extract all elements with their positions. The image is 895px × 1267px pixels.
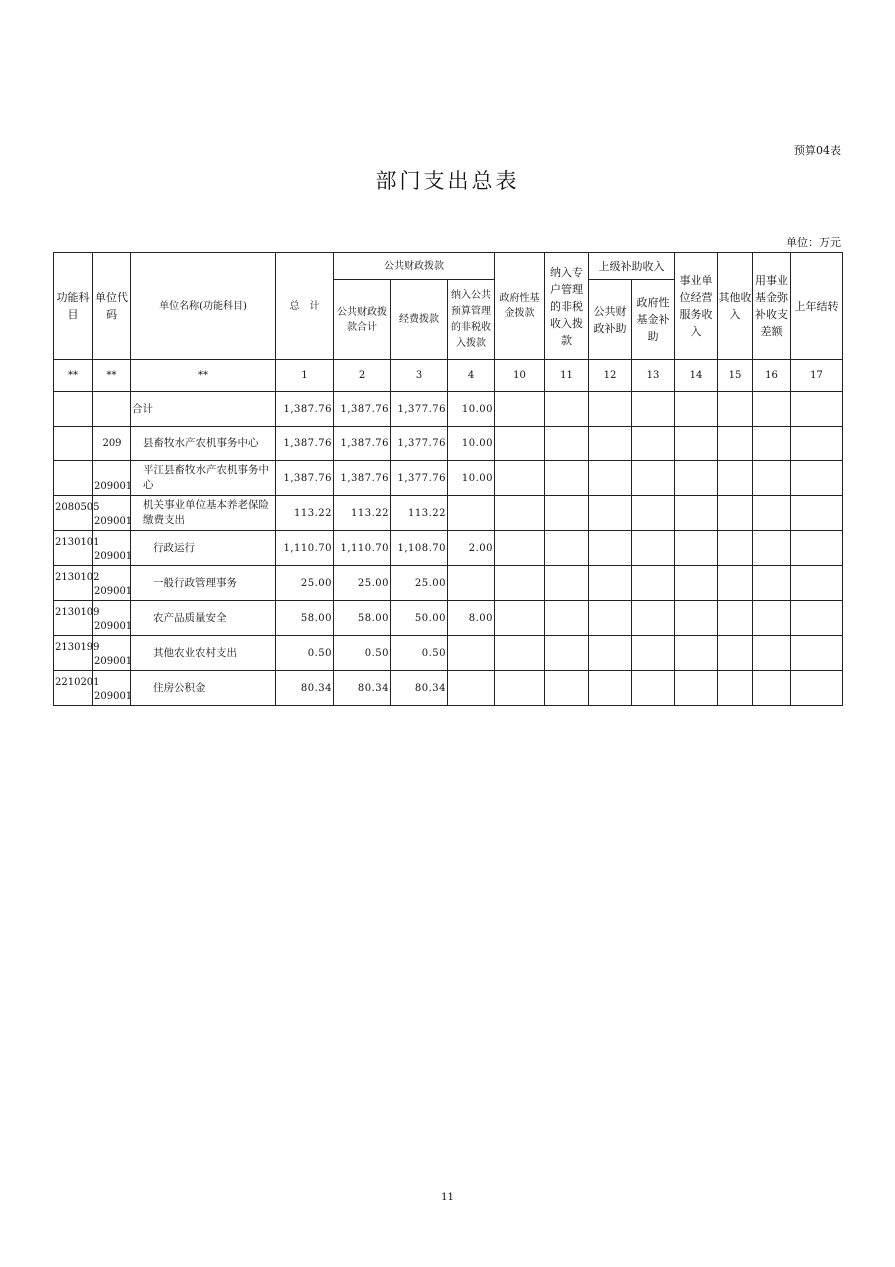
empty-cell	[545, 601, 589, 636]
expenditure-table	[53, 252, 843, 706]
index-cell: **	[54, 360, 93, 392]
func-code: 2080505	[55, 501, 100, 513]
unit-name: 其他农业农村支出	[131, 636, 276, 671]
func-code: 2130109	[55, 606, 100, 618]
total-value: 80.34	[276, 671, 334, 706]
func-code-cell	[54, 392, 93, 427]
empty-cell	[589, 392, 632, 427]
empty-cell	[632, 531, 675, 566]
empty-cell	[791, 671, 843, 706]
unit-name: 平江县畜牧水产农机事务中心	[131, 461, 276, 496]
unit-name: 一般行政管理事务	[131, 566, 276, 601]
empty-cell	[753, 601, 791, 636]
empty-cell	[675, 566, 718, 601]
total-value: 1,387.76	[276, 461, 334, 496]
unit-code: 209001	[93, 531, 131, 566]
header-business-income: 事业单位经营服务收入	[675, 253, 718, 360]
unit-name: 合计	[131, 392, 276, 427]
unit-code	[93, 392, 131, 427]
funding-value: 1,377.76	[391, 392, 448, 427]
header-funding: 经费拨款	[391, 280, 448, 360]
index-cell: 16	[753, 360, 791, 392]
empty-cell	[632, 566, 675, 601]
empty-cell	[791, 531, 843, 566]
empty-cell	[495, 531, 545, 566]
index-cell: 2	[334, 360, 391, 392]
empty-cell	[675, 601, 718, 636]
empty-cell	[495, 566, 545, 601]
table-row	[54, 392, 843, 427]
empty-cell	[675, 636, 718, 671]
func-code: 2130102	[55, 571, 100, 583]
header-unit-code: 单位代码	[93, 253, 131, 360]
empty-cell	[791, 601, 843, 636]
empty-cell	[589, 461, 632, 496]
unit-name: 住房公积金	[131, 671, 276, 706]
empty-cell	[753, 461, 791, 496]
empty-cell	[791, 392, 843, 427]
empty-cell	[495, 671, 545, 706]
table-row	[54, 566, 843, 601]
page-title: 部门支出总表	[375, 169, 520, 193]
func-code-cell	[54, 671, 100, 706]
header-public-subsidy: 公共财政补助	[589, 280, 632, 360]
total-value: 0.50	[276, 636, 334, 671]
nontax-value: 8.00	[448, 601, 495, 636]
empty-cell	[545, 566, 589, 601]
funding-value: 1,377.76	[391, 461, 448, 496]
empty-cell	[589, 496, 632, 531]
form-number: 预算04表	[794, 144, 841, 157]
header-public-finance: 公共财政拨款	[334, 253, 495, 280]
total-value: 1,110.70	[276, 531, 334, 566]
public-finance-total-value: 80.34	[334, 671, 391, 706]
header-carryover: 上年结转	[791, 253, 843, 360]
empty-cell	[791, 427, 843, 461]
table-row	[54, 461, 843, 496]
nontax-value	[448, 566, 495, 601]
header-gov-fund-subsidy: 政府性基金补助	[632, 280, 675, 360]
empty-cell	[545, 531, 589, 566]
func-code-cell	[54, 461, 93, 496]
unit-label: 单位：万元	[786, 236, 841, 249]
empty-cell	[589, 671, 632, 706]
total-value: 1,387.76	[276, 392, 334, 427]
empty-cell	[753, 531, 791, 566]
empty-cell	[632, 461, 675, 496]
empty-cell	[718, 531, 753, 566]
header-public-finance-total: 公共财政拨款合计	[334, 280, 391, 360]
empty-cell	[675, 671, 718, 706]
index-cell: 14	[675, 360, 718, 392]
func-code-cell	[54, 496, 100, 531]
funding-value: 80.34	[391, 671, 448, 706]
page-number: 11	[441, 1192, 454, 1203]
empty-cell	[495, 427, 545, 461]
funding-value: 0.50	[391, 636, 448, 671]
table-row	[54, 427, 843, 461]
index-cell: 4	[448, 360, 495, 392]
empty-cell	[753, 671, 791, 706]
header-total: 总 计	[276, 253, 334, 360]
empty-cell	[632, 427, 675, 461]
empty-cell	[791, 636, 843, 671]
empty-cell	[718, 601, 753, 636]
public-finance-total-value: 58.00	[334, 601, 391, 636]
func-code: 2130101	[55, 536, 100, 548]
header-nontax: 纳入公共预算管理的非税收入拨款	[448, 280, 495, 360]
public-finance-total-value: 1,387.76	[334, 461, 391, 496]
empty-cell	[791, 496, 843, 531]
nontax-value	[448, 636, 495, 671]
nontax-value: 10.00	[448, 461, 495, 496]
empty-cell	[545, 392, 589, 427]
table-row	[54, 496, 843, 531]
empty-cell	[495, 636, 545, 671]
empty-cell	[545, 496, 589, 531]
empty-cell	[632, 636, 675, 671]
empty-cell	[718, 671, 753, 706]
func-code: 2210201	[55, 676, 100, 688]
empty-cell	[718, 392, 753, 427]
empty-cell	[718, 461, 753, 496]
empty-cell	[675, 427, 718, 461]
index-cell: **	[131, 360, 276, 392]
unit-code: 209001	[93, 601, 131, 636]
empty-cell	[632, 392, 675, 427]
table-row	[54, 671, 843, 706]
index-cell: 15	[718, 360, 753, 392]
header-superior-subsidy: 上级补助收入	[589, 253, 675, 280]
empty-cell	[718, 566, 753, 601]
unit-name: 县畜牧水产农机事务中心	[131, 427, 276, 461]
unit-code: 209001	[93, 461, 131, 496]
public-finance-total-value: 1,110.70	[334, 531, 391, 566]
index-cell: 17	[791, 360, 843, 392]
empty-cell	[675, 531, 718, 566]
funding-value: 113.22	[391, 496, 448, 531]
unit-code: 209001	[93, 636, 131, 671]
empty-cell	[632, 671, 675, 706]
index-cell: 13	[632, 360, 675, 392]
empty-cell	[753, 566, 791, 601]
empty-cell	[545, 636, 589, 671]
empty-cell	[753, 496, 791, 531]
empty-cell	[589, 427, 632, 461]
total-value: 25.00	[276, 566, 334, 601]
empty-cell	[589, 531, 632, 566]
unit-name: 行政运行	[131, 531, 276, 566]
empty-cell	[675, 461, 718, 496]
header-unit-name: 单位名称(功能科目)	[131, 253, 276, 360]
index-cell: 11	[545, 360, 589, 392]
index-cell: 10	[495, 360, 545, 392]
total-value: 113.22	[276, 496, 334, 531]
header-gov-fund: 政府性基金拨款	[495, 253, 545, 360]
empty-cell	[675, 392, 718, 427]
header-fund-deficit: 用事业基金弥补收支差额	[753, 253, 791, 360]
total-value: 58.00	[276, 601, 334, 636]
index-cell: 12	[589, 360, 632, 392]
funding-value: 25.00	[391, 566, 448, 601]
nontax-value	[448, 496, 495, 531]
total-value: 1,387.76	[276, 427, 334, 461]
empty-cell	[791, 566, 843, 601]
public-finance-total-value: 113.22	[334, 496, 391, 531]
empty-cell	[589, 636, 632, 671]
unit-code: 209	[93, 427, 131, 461]
func-code: 2130199	[55, 641, 100, 653]
nontax-value: 10.00	[448, 427, 495, 461]
empty-cell	[495, 601, 545, 636]
index-cell: **	[93, 360, 131, 392]
header-other-income: 其他收入	[718, 253, 753, 360]
nontax-value	[448, 671, 495, 706]
table-row	[54, 531, 843, 566]
empty-cell	[589, 566, 632, 601]
empty-cell	[495, 392, 545, 427]
public-finance-total-value: 1,387.76	[334, 427, 391, 461]
funding-value: 1,108.70	[391, 531, 448, 566]
func-code-cell	[54, 531, 100, 566]
public-finance-total-value: 0.50	[334, 636, 391, 671]
empty-cell	[589, 601, 632, 636]
nontax-value: 2.00	[448, 531, 495, 566]
empty-cell	[791, 461, 843, 496]
empty-cell	[675, 496, 718, 531]
func-code-cell	[54, 601, 100, 636]
empty-cell	[495, 496, 545, 531]
header-func: 功能科目	[54, 253, 93, 360]
empty-cell	[495, 461, 545, 496]
empty-cell	[545, 427, 589, 461]
table-row	[54, 636, 843, 671]
public-finance-total-value: 1,387.76	[334, 392, 391, 427]
empty-cell	[545, 671, 589, 706]
empty-cell	[545, 461, 589, 496]
funding-value: 50.00	[391, 601, 448, 636]
index-cell: 1	[276, 360, 334, 392]
index-cell: 3	[391, 360, 448, 392]
empty-cell	[753, 427, 791, 461]
index-row	[54, 360, 843, 392]
empty-cell	[718, 427, 753, 461]
empty-cell	[632, 601, 675, 636]
nontax-value: 10.00	[448, 392, 495, 427]
empty-cell	[718, 636, 753, 671]
func-code-cell	[54, 636, 100, 671]
header-special-nontax: 纳入专户管理的非税收入拨款	[545, 253, 589, 360]
empty-cell	[753, 636, 791, 671]
func-code-cell	[54, 566, 100, 601]
unit-code: 209001	[93, 566, 131, 601]
empty-cell	[632, 496, 675, 531]
unit-code: 209001	[93, 496, 131, 531]
empty-cell	[718, 496, 753, 531]
table-row	[54, 601, 843, 636]
func-code-cell	[54, 427, 93, 461]
empty-cell	[753, 392, 791, 427]
funding-value: 1,377.76	[391, 427, 448, 461]
unit-name: 农产品质量安全	[131, 601, 276, 636]
unit-code: 209001	[93, 671, 131, 706]
unit-name: 机关事业单位基本养老保险缴费支出	[131, 496, 276, 531]
public-finance-total-value: 25.00	[334, 566, 391, 601]
